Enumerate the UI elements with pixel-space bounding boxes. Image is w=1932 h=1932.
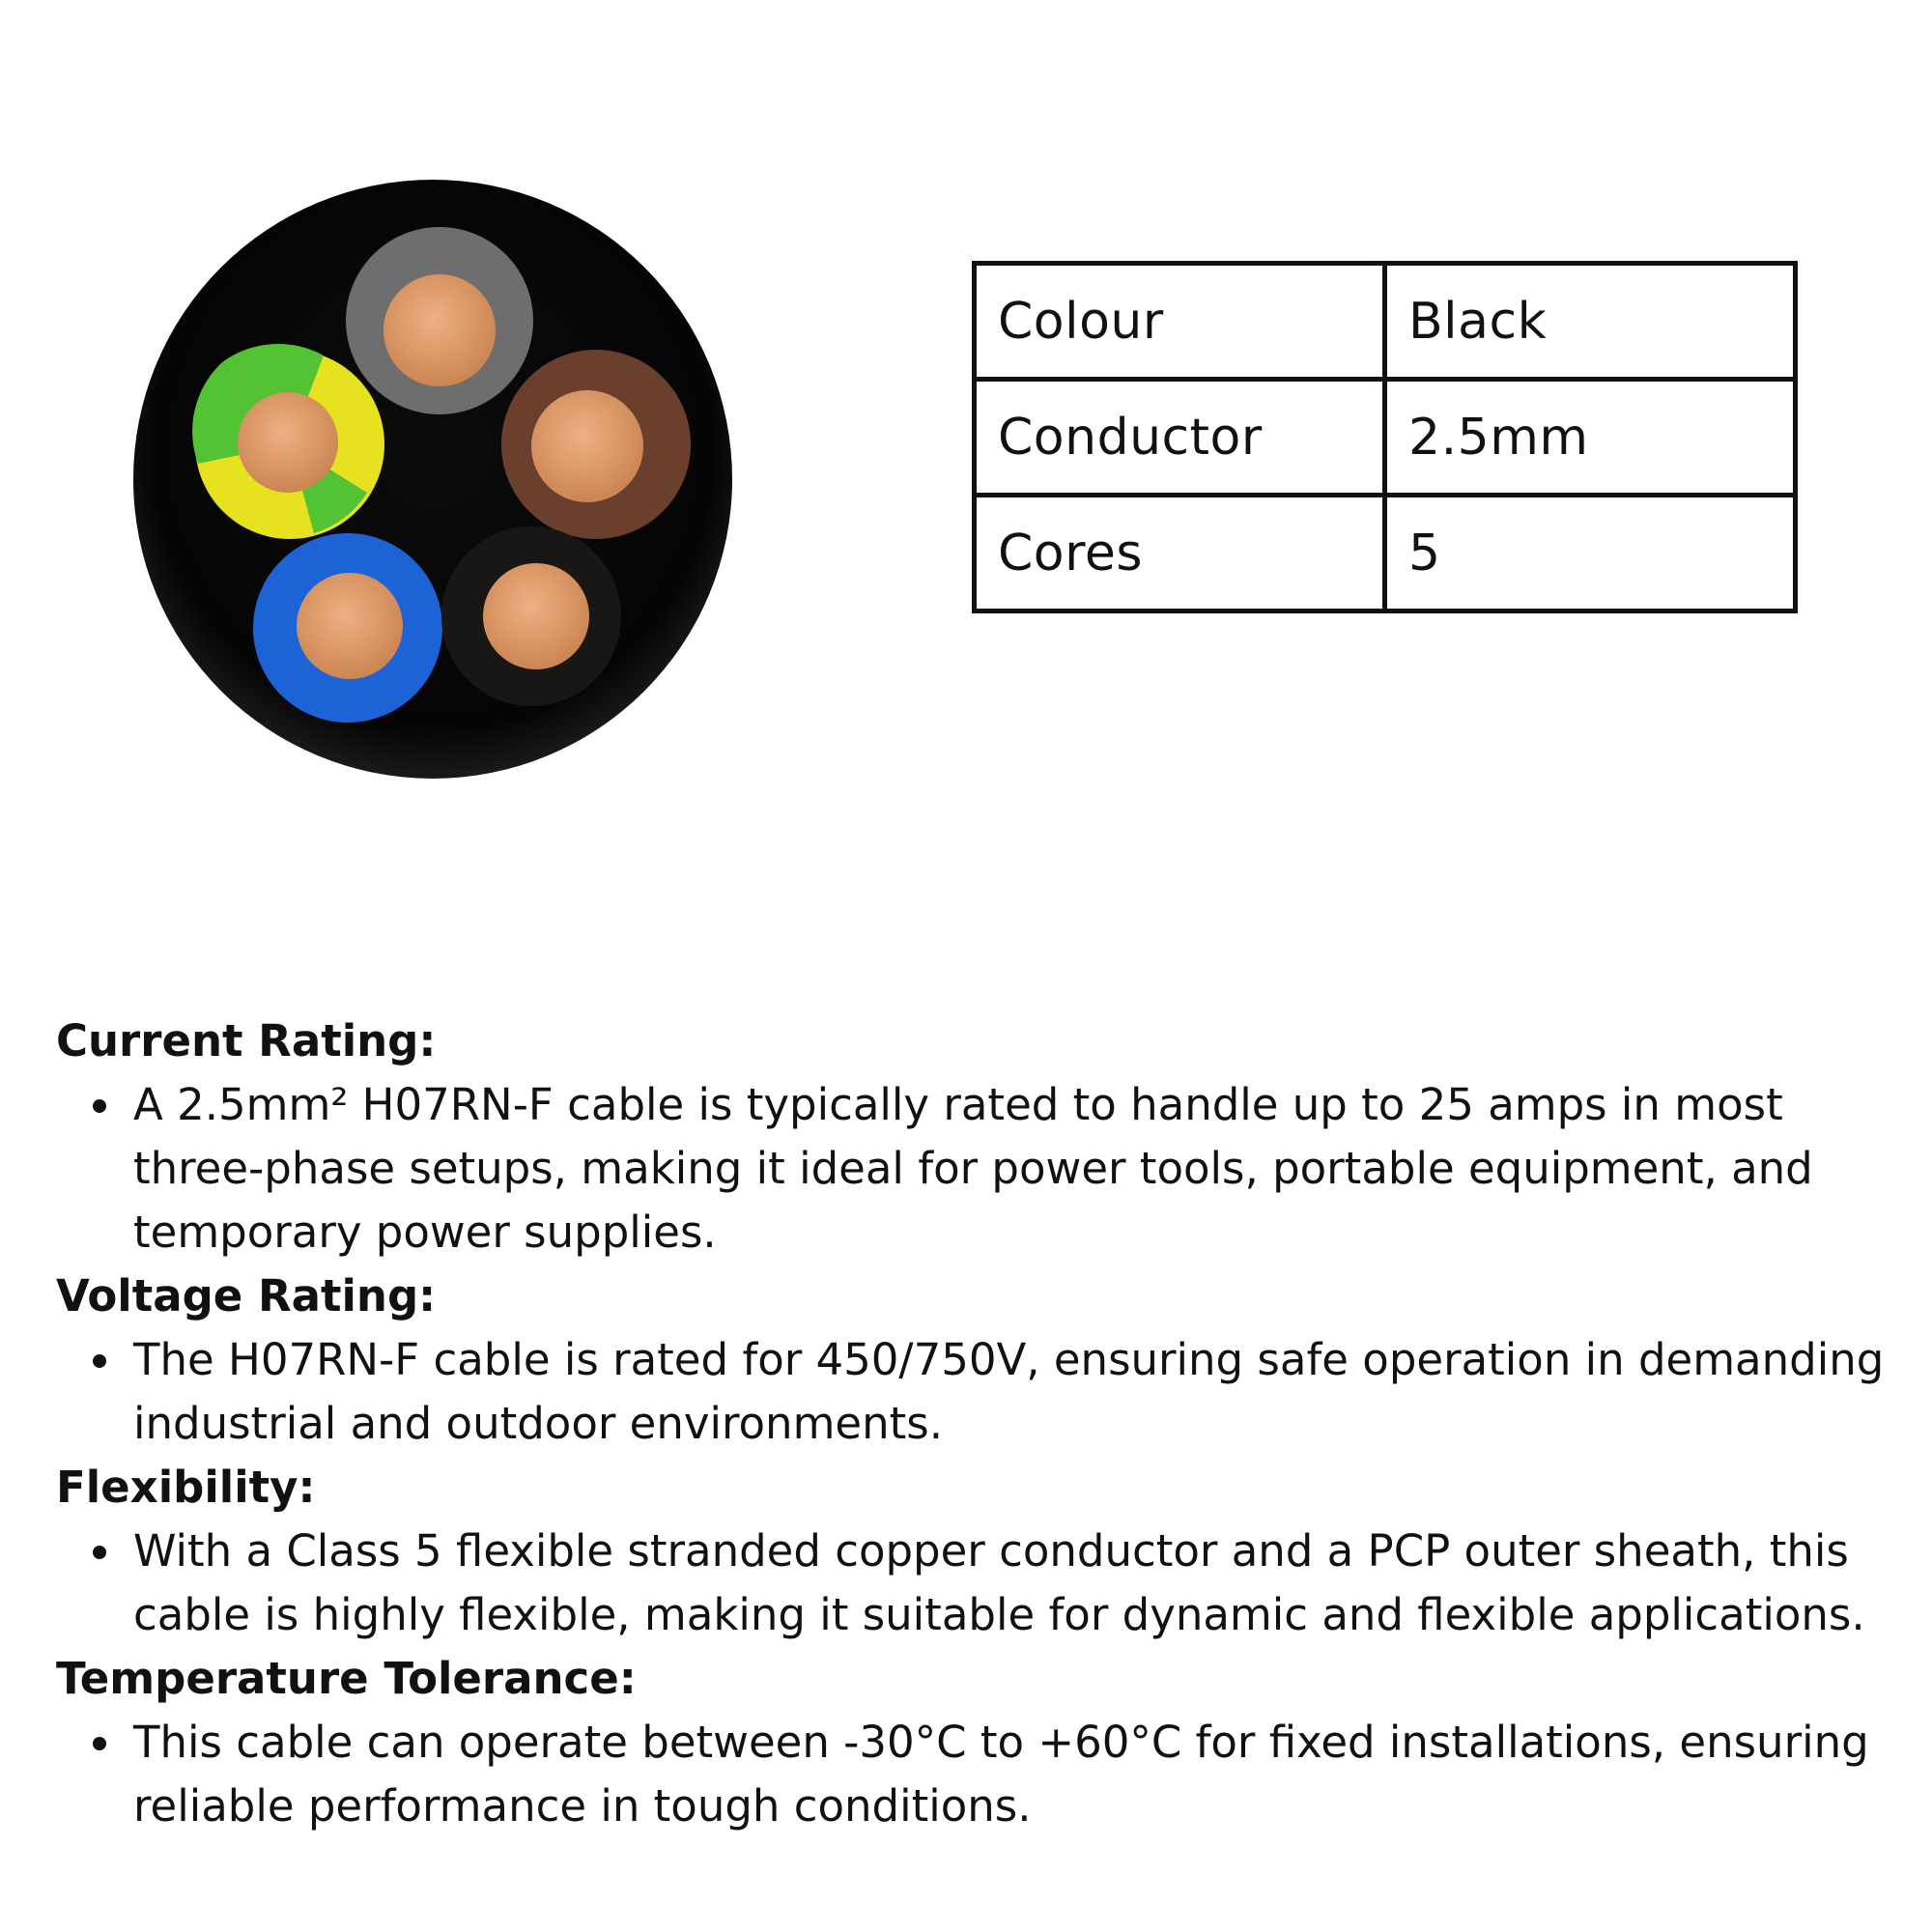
specs-row-cores <box>975 496 1796 611</box>
core-blue <box>253 533 442 723</box>
section-title-voltage-rating: Voltage Rating: <box>56 1270 437 1321</box>
cable-cross-section-svg <box>126 174 744 792</box>
section-title-flexibility: Flexibility: <box>56 1462 316 1513</box>
bullet-dot-icon <box>93 1099 106 1113</box>
bullet-list <box>56 1520 1920 1647</box>
feature-sections <box>56 1009 1920 1838</box>
specs-label: Colour <box>975 264 1385 380</box>
specs-table <box>972 261 1798 613</box>
specs-value: 5 <box>1385 496 1796 611</box>
specs-value: Black <box>1385 264 1796 380</box>
core-black <box>441 526 621 706</box>
specs-label: Conductor <box>975 380 1385 496</box>
bullet-list <box>56 1711 1920 1838</box>
bullet-text: With a Class 5 flexible stranded copper conductor and a PCP outer sheath, this cable is highly flexible, making it suitable for dynamic and flexible applications. <box>133 1525 1865 1640</box>
list-item <box>133 1328 1920 1456</box>
specs-row-colour <box>975 264 1796 380</box>
bullet-dot-icon <box>93 1354 106 1368</box>
bullet-text: A 2.5mm² H07RN-F cable is typically rated to handle up to 25 amps in most three-phase setups, making it ideal for power tools, portable equipment, and temporary power supplies. <box>133 1079 1813 1258</box>
bullet-text: This cable can operate between -30°C to +60°C for fixed installations, ensuring reliable performance in tough conditions. <box>133 1717 1869 1832</box>
core-brown <box>501 350 691 539</box>
bullet-dot-icon <box>93 1737 106 1750</box>
list-item <box>133 1520 1920 1647</box>
bullet-list <box>56 1073 1920 1264</box>
bullet-text: The H07RN-F cable is rated for 450/750V, ensuring safe operation in demanding industrial and outdoor environments. <box>133 1334 1885 1449</box>
bullet-list <box>56 1328 1920 1456</box>
section-title-temperature-tolerance: Temperature Tolerance: <box>56 1653 637 1704</box>
cable-cross-section-image <box>126 174 744 792</box>
specs-label: Cores <box>975 496 1385 611</box>
bullet-dot-icon <box>93 1546 106 1559</box>
specs-row-conductor <box>975 380 1796 496</box>
section-title-current-rating: Current Rating: <box>56 1015 437 1066</box>
list-item <box>133 1073 1920 1264</box>
specs-value: 2.5mm <box>1385 380 1796 496</box>
list-item <box>133 1711 1920 1838</box>
core-grey <box>346 227 533 414</box>
